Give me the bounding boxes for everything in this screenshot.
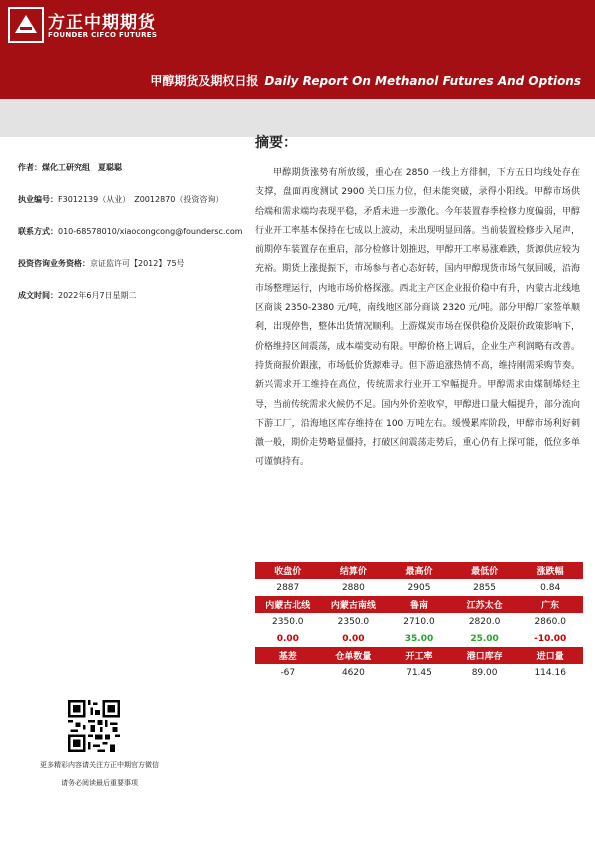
table-cell: 进口量	[517, 647, 583, 664]
table-cell: 25.00	[470, 633, 499, 644]
table-cell: 71.45	[406, 667, 432, 678]
table-cell: -10.00	[534, 633, 567, 644]
disclaimer-text: 请务必阅读最后重要事项	[61, 779, 138, 787]
qr-code-icon	[68, 700, 120, 752]
contact-value: 010-68578010/xiaocongcong@foundersc.com	[58, 227, 243, 236]
contact-label: 联系方式：	[18, 227, 58, 236]
table-cell: 4620	[341, 667, 365, 678]
table-cell: 2710.0	[403, 616, 435, 627]
follow-wechat-text: 更多精彩内容请关注方正中期官方微信	[40, 761, 159, 769]
table-cell: 基差	[255, 647, 321, 664]
table-cell: 最低价	[452, 562, 518, 579]
table-cell: 2880	[341, 582, 365, 593]
qualification-value: 京证监许可【2012】75号	[90, 259, 185, 268]
table-cell: 内蒙古南线	[321, 596, 387, 613]
table-cell: 开工率	[386, 647, 452, 664]
license-line	[18, 194, 223, 205]
table-cell: 2887	[276, 582, 300, 593]
summary-title: 摘要：	[255, 135, 297, 151]
table-cell: 2860.0	[534, 616, 566, 627]
report-title-cn: 甲醇期货及期权日报	[150, 74, 259, 88]
table-row	[255, 579, 583, 596]
qualification-label: 投资咨询业务资格：	[18, 259, 90, 268]
table-cell: 鲁南	[386, 596, 452, 613]
table-row	[255, 664, 583, 681]
table-cell: 2350.0	[337, 616, 370, 627]
company-name-en: FOUNDER CIFCO FUTURES	[48, 31, 158, 39]
license-value: F3012139（从业） Z0012870（投资咨询）	[58, 195, 224, 204]
date-value: 2022年6月7日星期二	[58, 291, 137, 300]
qualification-line	[18, 258, 185, 269]
license-label: 执业编号：	[18, 195, 58, 204]
contact-line	[18, 226, 243, 237]
company-name-cn: 方正中期期货	[48, 13, 156, 33]
table-cell: -67	[280, 667, 296, 678]
summary-text: 甲醇期货涨势有所放缓，重心在 2850 一线上方徘徊，下方五日均线处存在支撑，盘面再度测试 2900 关口压力位，但未能突破，录得小阳线。甲醇市场供给端和需求端均表现平稳，矛盾未进一步激化。今年装置春季检修力度偏弱，甲醇行业开工率基本保持在七成以上波动，未出现明显回落。当前装置检修步入尾声，前期停车装置存在重启，部分检修计划推迟，甲醇开工率易涨难跌，货源供应较为充裕。期货上涨提振下，市场参与者心态好转，国内甲醇现货市场气氛回暖，沿海市场整理运行，内地市场价格探涨。西北主产区企业报价稳中有升，内蒙古北线地区商谈 2350-2380 元/吨，南线地区部分商谈 2320 元/吨。部分甲醇厂家签单顺利，出现停售，整体出货情况顺利。上游煤炭市场在保供稳价及限价政策影响下，价格维持区间震荡，成本端变动有限。甲醇价格上调后，企业生产利润略有改善。持货商报价跟涨，市场低价货源难寻。但下游追涨热情不高，维持刚需采购节奏。新兴需求开工维持在高位，传统需求行业开工窄幅提升。甲醇需求由煤制烯烃主导，当前传统需求火候仍不足。国内外价差收窄，甲醇进口量大幅提升，部分流向下游工厂，沿海地区库存维持在 100 万吨左右。缓慢累库阶段，甲醇市场利好刺激一般，期价走势略显僵持，打破区间震荡走势后，重心仍有上探可能，低位多单可谨慎持有。	[255, 168, 580, 468]
table-cell: 89.00	[471, 667, 498, 678]
table-cell: 仓单数量	[321, 647, 387, 664]
table-row	[255, 562, 583, 579]
table-cell: 2855	[473, 582, 497, 593]
table-row	[255, 630, 583, 647]
table-cell: 广东	[517, 596, 583, 613]
header-banner	[0, 0, 595, 99]
table-row	[255, 613, 583, 630]
table-cell: 0.84	[540, 582, 561, 593]
table-cell: 0.00	[276, 633, 299, 644]
table-cell: 结算价	[321, 562, 387, 579]
author-label: 作者：	[18, 163, 42, 172]
market-data-table	[255, 562, 583, 681]
table-cell: 内蒙古北线	[255, 596, 321, 613]
author-line	[18, 162, 122, 173]
table-cell: 江苏太仓	[452, 596, 518, 613]
report-title	[150, 72, 581, 89]
date-line	[18, 290, 137, 301]
table-cell: 收盘价	[255, 562, 321, 579]
table-cell: 35.00	[404, 633, 434, 644]
date-label: 成文时间：	[18, 291, 58, 300]
header-divider	[0, 99, 595, 137]
table-cell: 2820.0	[468, 616, 501, 627]
table-cell: 最高价	[386, 562, 452, 579]
table-cell: 港口库存	[452, 647, 518, 664]
logo-icon	[8, 7, 44, 43]
table-row	[255, 647, 583, 664]
table-cell: 2905	[407, 582, 431, 593]
table-cell: 114.16	[534, 667, 566, 678]
author-value: 煤化工研究组 夏聪聪	[42, 163, 122, 172]
table-cell: 2350.0	[272, 616, 304, 627]
table-cell: 涨跌幅	[517, 562, 583, 579]
table-cell: 0.00	[342, 633, 365, 644]
report-title-en: Daily Report On Methanol Futures And Options	[264, 74, 581, 88]
table-row	[255, 596, 583, 613]
